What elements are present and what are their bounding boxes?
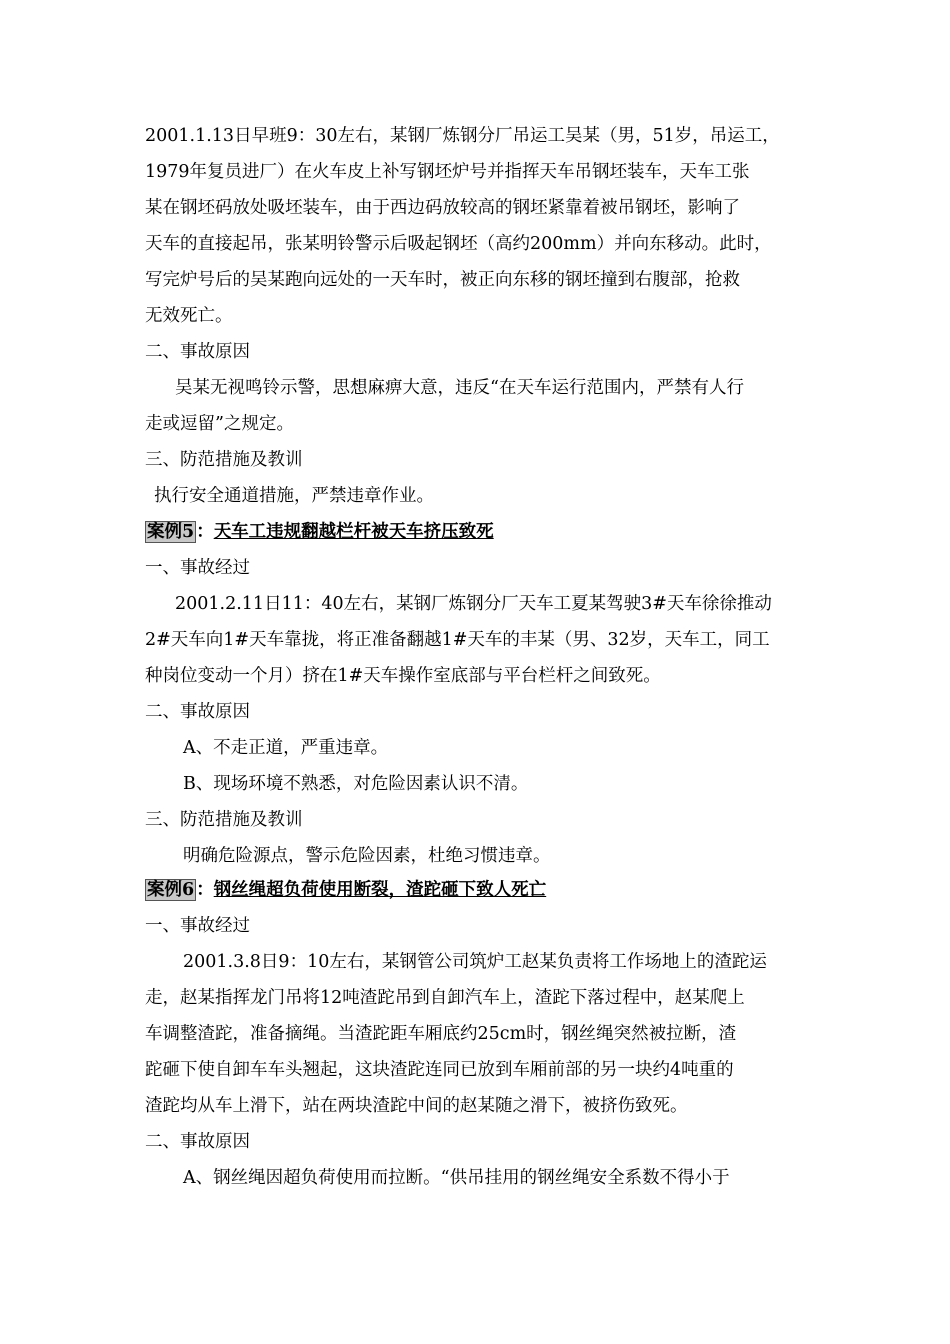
paragraph-line: 车调整渣跎，准备摘绳。当渣跎距车厢底约25cm时，钢丝绳突然被拉断，渣	[145, 1024, 737, 1044]
case-colon: ：	[196, 880, 214, 900]
case-number-tag: 案例5	[147, 522, 195, 542]
paragraph-line: 某在钢坯码放处吸坯装车，由于西边码放较高的钢坯紧靠着被吊钢坯，影响了	[145, 198, 740, 218]
paragraph-line: 2001.2.11日11：40左右，某钢厂炼钢分厂天车工夏某驾驶3#天车徐徐推动	[175, 594, 772, 614]
section-heading: 一、事故经过	[145, 916, 250, 936]
paragraph-line: A、钢丝绳因超负荷使用而拉断。“供吊挂用的钢丝绳安全系数不得小于	[183, 1168, 730, 1188]
case-title: 天车工违规翻越栏杆被天车挤压致死	[213, 522, 494, 542]
paragraph-line: 走或逗留”之规定。	[145, 414, 294, 434]
paragraph-line: 执行安全通道措施，严禁违章作业。	[154, 486, 434, 506]
paragraph-line: 无效死亡。	[145, 306, 233, 326]
paragraph-line: 走，赵某指挥龙门吊将12吨渣跎吊到自卸汽车上，渣跎下落过程中，赵某爬上	[145, 988, 745, 1008]
section-heading: 一、事故经过	[145, 558, 250, 578]
section-heading: 三、防范措施及教训	[145, 450, 303, 470]
paragraph-line: 2001.1.13日早班9：30左右，某钢厂炼钢分厂吊运工吴某（男，51岁，吊运工，	[145, 126, 780, 146]
paragraph-line: 1979年复员进厂）在火车皮上补写钢坯炉号并指挥天车吊钢坯装车，天车工张	[145, 162, 750, 182]
paragraph-line: A、不走正道，严重违章。	[183, 738, 389, 758]
case-title: 钢丝绳超负荷使用断裂，渣跎砸下致人死亡	[213, 880, 547, 900]
case-heading	[145, 878, 546, 902]
paragraph-line: 吴某无视鸣铃示警，思想麻痹大意，违反“在天车运行范围内，严禁有人行	[175, 378, 744, 398]
paragraph-line: 种岗位变动一个月）挤在1#天车操作室底部与平台栏杆之间致死。	[145, 666, 661, 686]
paragraph-line: 明确危险源点，警示危险因素，杜绝习惯违章。	[183, 846, 551, 866]
case-number-tag: 案例6	[147, 880, 195, 900]
section-heading: 三、防范措施及教训	[145, 810, 303, 830]
case-colon: ：	[196, 522, 214, 542]
paragraph-line: B、现场环境不熟悉，对危险因素认识不清。	[183, 774, 529, 794]
section-heading: 二、事故原因	[145, 1132, 250, 1152]
paragraph-line: 2001.3.8日9：10左右，某钢管公司筑炉工赵某负责将工作场地上的渣跎运	[183, 952, 767, 972]
paragraph-line: 2#天车向1#天车靠拢，将正准备翻越1#天车的丰某（男、32岁，天车工，同工	[145, 630, 770, 650]
paragraph-line: 天车的直接起吊，张某明铃警示后吸起钢坯（高约200mm）并向东移动。此时，	[145, 234, 772, 254]
paragraph-line: 写完炉号后的吴某跑向远处的一天车时，被正向东移的钢坯撞到右腹部，抢救	[145, 270, 740, 290]
paragraph-line: 跎砸下使自卸车车头翘起，这块渣跎连同已放到车厢前部的另一块约4吨重的	[145, 1060, 734, 1080]
paragraph-line: 渣跎均从车上滑下，站在两块渣跎中间的赵某随之滑下，被挤伤致死。	[145, 1096, 688, 1116]
section-heading: 二、事故原因	[145, 342, 250, 362]
case-heading	[145, 520, 494, 544]
section-heading: 二、事故原因	[145, 702, 250, 722]
